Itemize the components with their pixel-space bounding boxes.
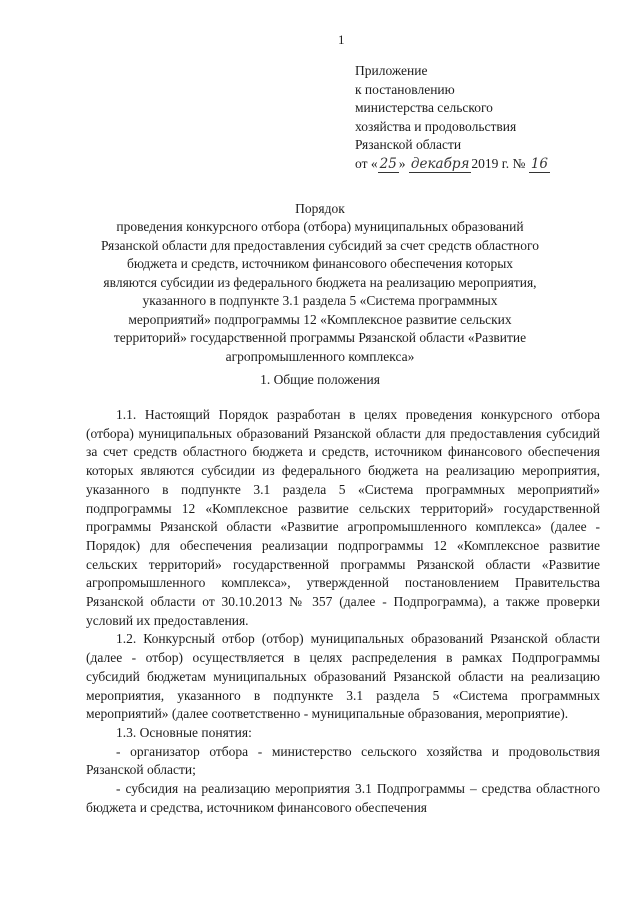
handwritten-month: декабря bbox=[410, 155, 470, 172]
appendix-block bbox=[355, 62, 550, 173]
paragraph: 1.2. Конкурсный отбор (отбор) муниципальных образований Рязанской области (далее - отбор) осуществляется в целях распределения в рамках Подпрограммы субсидий бюджетам муниципальных образований Рязанской области на реализацию мероприятия, указанного в подпункте 3.1 раздела 5 «Система программных мероприятий» (далее соответственно - муниципальные образования, мероприятие). bbox=[86, 631, 600, 722]
paragraph: 1.3. Основные понятия: bbox=[116, 724, 252, 740]
appendix-line: хозяйства и продовольствия bbox=[355, 118, 517, 134]
handwritten-number: 16 bbox=[530, 155, 548, 172]
section-heading: 1. Общие положения bbox=[260, 372, 380, 387]
handwritten-day: 25 bbox=[379, 155, 397, 172]
appendix-line: Приложение bbox=[355, 63, 428, 78]
appendix-line: к постановлению bbox=[355, 81, 455, 97]
appendix-line: министерства сельского bbox=[355, 100, 493, 115]
list-item: - организатор отбора - министерство сельского хозяйства и продовольствия Рязанской области; bbox=[86, 743, 600, 778]
document-subtitle: проведения конкурсного отбора (отбора) муниципальных образований Рязанской области для предоставления субсидий за счет средств областного бюджета и средств, источником финансового обеспечения которых являются субсидии из федерального бюджета на реализацию мероприятия, указанного в подпункте 3.1 раздела 5 «Система программных мероприятий» подпрограммы 12 «Комплексное развитие сельских территорий» государственной программы Рязанской области «Развитие агропромышленного комплекса» bbox=[101, 219, 539, 364]
paragraph: 1.1. Настоящий Порядок разработан в целях проведения конкурсного отбора (отбора) муниципальных образований Рязанской области для предоставления субсидий за счет средств областного бюджета и средств, источником финансового обеспечения которых являются субсидии из федерального бюджета на реализацию мероприятия, указанного в подпункте 3.1 раздела 5 «Система программных мероприятий» подпрограммы 12 «Комплексное развитие сельских территорий» государственной программы Рязанской области «Развитие агропромышленного комплекса» (далее - Порядок) для обеспечения реализации подпрограммы 12 «Комплексное развитие сельских территорий» государственной программы Рязанской области «Развитие агропромышленного комплекса», утвержденной постановлением Правительства Рязанской области от 30.10.2013 № 357 (далее - Подпрограмма), а также проверки условий их предоставления. bbox=[86, 407, 600, 628]
appendix-line: Рязанской области bbox=[355, 137, 462, 152]
page-number: 1 bbox=[338, 32, 345, 47]
date-prefix: от « bbox=[355, 155, 378, 171]
date-year: 2019 г. № bbox=[471, 155, 526, 171]
document-title: Порядок bbox=[295, 201, 345, 216]
appendix-date-line bbox=[355, 155, 550, 174]
date-mid: » bbox=[398, 155, 409, 171]
body-text bbox=[86, 406, 600, 817]
list-item: - субсидия на реализацию мероприятия 3.1 Подпрограммы – средства областного бюджета и средства, источником финансового обеспечения bbox=[86, 781, 600, 815]
